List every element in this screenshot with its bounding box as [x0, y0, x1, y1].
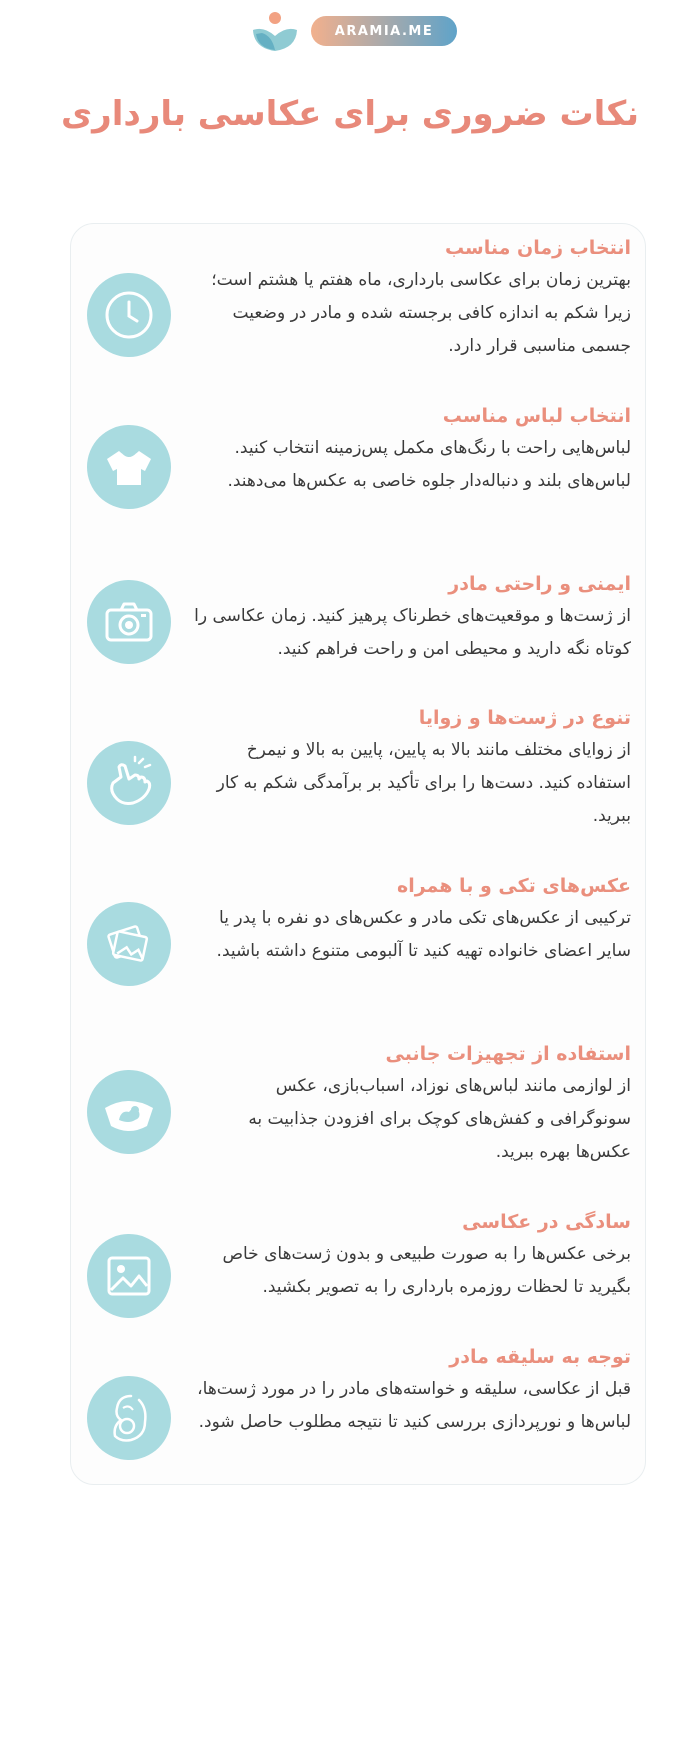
tip-body: از زوایای مختلف مانند بالا به پایین، پایین به بالا و نیمرخ استفاده کنید. دست‌ها را برای تأکید بر برآمدگی شکم به کار ببرید. [216, 740, 631, 826]
tip-icon-container [87, 902, 171, 986]
tip-icon-container [87, 425, 171, 509]
tip-body: بهترین زمان برای عکاسی بارداری، ماه هفتم یا هشتم است؛ زیرا شکم به اندازه کافی برجسته شده و مادر در وضعیت جسمی مناسبی قرار دارد. [211, 270, 631, 356]
tips-card [70, 223, 646, 1485]
tip-title: ایمنی و راحتی مادر [448, 573, 631, 595]
image-icon [101, 1248, 157, 1304]
camera-icon [101, 594, 157, 650]
tip-title: استفاده از تجهیزات جانبی [385, 1043, 631, 1065]
logo[interactable] [250, 8, 300, 52]
tip-icon-container [87, 273, 171, 357]
tip-title: توجه به سلیقه مادر [449, 1346, 631, 1368]
tip-body: لباس‌هایی راحت با رنگ‌های مکمل پس‌زمینه انتخاب کنید. لباس‌های بلند و دنباله‌دار جلوه خاصی به عکس‌ها می‌دهند. [227, 438, 631, 491]
page-title: نکات ضروری برای عکاسی بارداری [61, 94, 639, 134]
tip-title: عکس‌های تکی و با همراه [396, 875, 631, 897]
tip-title: سادگی در عکاسی [462, 1211, 631, 1233]
tip-body: از ژست‌ها و موقعیت‌های خطرناک پرهیز کنید. زمان عکاسی را کوتاه نگه دارید و محیطی امن و راحت فراهم کنید. [194, 606, 631, 659]
tip-body: از لوازمی مانند لباس‌های نوزاد، اسباب‌بازی، عکس سونوگرافی و کفش‌های کوچک برای افزودن جذابیت به عکس‌ها بهره ببرید. [248, 1076, 631, 1162]
photo-stack-icon [101, 916, 157, 972]
hand-gesture-icon [101, 755, 157, 811]
tip-title: انتخاب لباس مناسب [442, 405, 631, 427]
tip-icon-container [87, 1376, 171, 1460]
tip-body: ترکیبی از عکس‌های تکی مادر و عکس‌های دو نفره با پدر یا سایر اعضای خانواده تهیه کنید تا آلبومی متنوع داشته باشید. [216, 908, 631, 961]
header [0, 8, 700, 52]
tip-icon-container [87, 1070, 171, 1154]
ultrasound-icon [101, 1084, 157, 1140]
tip-title: انتخاب زمان مناسب [444, 237, 631, 259]
tip-body: برخی عکس‌ها را به صورت طبیعی و بدون ژست‌های خاص بگیرید تا لحظات روزمره بارداری را به تصویر بکشید. [222, 1244, 631, 1297]
tip-icon-container [87, 1234, 171, 1318]
mother-baby-icon [101, 1390, 157, 1446]
brand-badge[interactable]: ARAMIA.ME [311, 16, 457, 46]
tip-icon-container [87, 580, 171, 664]
tip-body: قبل از عکاسی، سلیقه و خواسته‌های مادر را در مورد ژست‌ها، لباس‌ها و نورپردازی بررسی کنید تا نتیجه مطلوب حاصل شود. [197, 1379, 631, 1432]
logo-icon [250, 8, 300, 52]
shirt-icon [101, 439, 157, 495]
tip-title: تنوع در ژست‌ها و زوایا [418, 707, 631, 729]
tip-icon-container [87, 741, 171, 825]
clock-icon [101, 287, 157, 343]
